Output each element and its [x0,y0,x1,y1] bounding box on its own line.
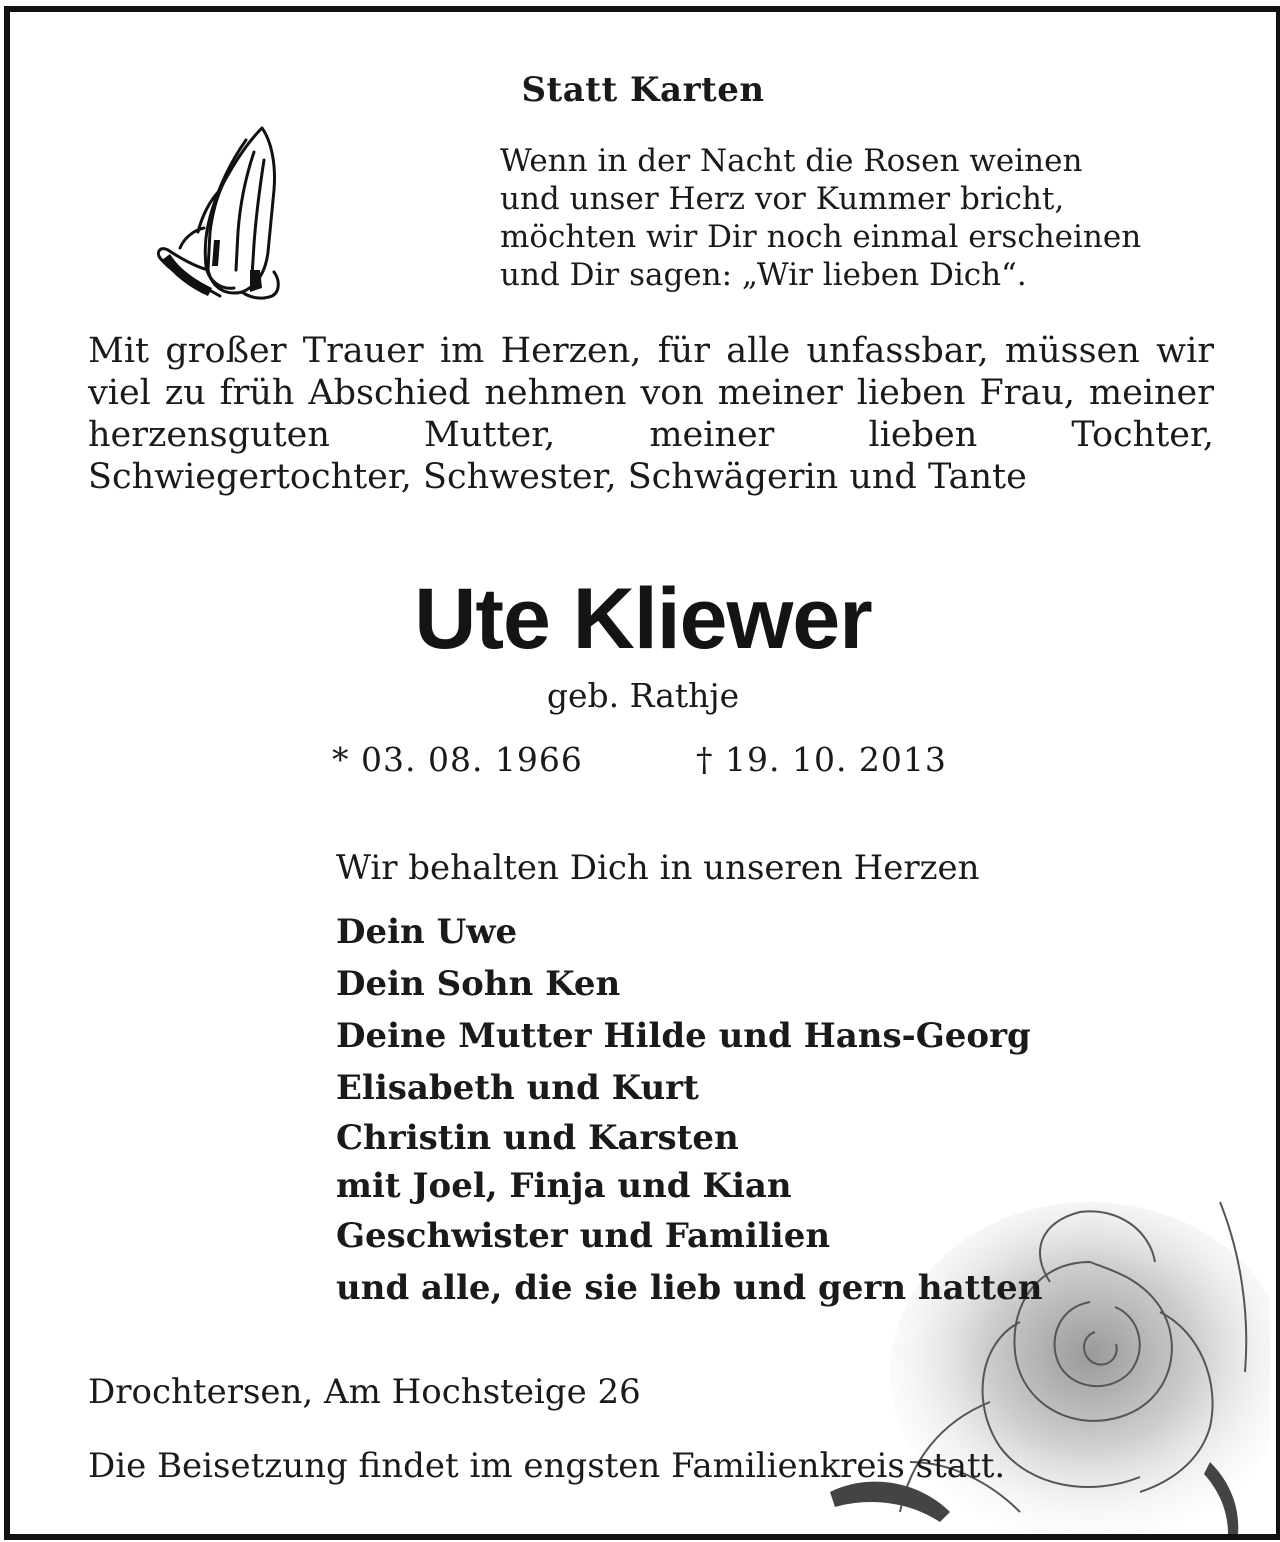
funeral-note: Die Beisetzung findet im engsten Familienkreis statt. [88,1446,1006,1486]
praying-hands-icon [150,120,285,305]
address: Drochtersen, Am Hochsteige 26 [88,1372,641,1412]
poem-line: und unser Herz vor Kummer bricht, [500,181,1065,217]
notice-heading: Statt Karten [521,70,765,110]
mourner-line: Christin und Karsten [336,1118,739,1158]
mourners-list [336,906,1236,1314]
closing-line: Wir behalten Dich in unseren Herzen [336,848,980,888]
poem [500,142,1260,294]
birth-date: * 03. 08. 1966 [332,740,583,779]
mourner-line: Dein Uwe [336,912,518,952]
mourner-line: und alle, die sie lieb und gern hatten [336,1268,1043,1308]
poem-line: Wenn in der Nacht die Rosen weinen [500,143,1083,179]
mourner-line: Dein Sohn Ken [336,964,621,1004]
death-date: † 19. 10. 2013 [696,740,947,779]
obituary-notice [4,6,1280,1540]
poem-line: und Dir sagen: „Wir lieben Dich“. [500,257,1027,293]
deceased-name: Ute Kliewer [414,571,872,667]
mourner-line: mit Joel, Finja und Kian [336,1166,792,1206]
poem-line: möchten wir Dir noch einmal erscheinen [500,219,1142,255]
mourner-line: Elisabeth und Kurt [336,1068,699,1108]
mourner-line: Geschwister und Familien [336,1216,831,1256]
intro-text: Mit großer Trauer im Herzen, für alle unfassbar, müssen wir viel zu früh Abschied nehmen von meiner lieben Frau, meiner herzensguten Mutter, meiner lieben Tochter, Schwiegertochter, Schwester, Schwägerin und Tante [88,331,1214,497]
mourner-line: Deine Mutter Hilde und Hans-Georg [336,1016,1031,1056]
maiden-name: geb. Rathje [546,676,740,715]
